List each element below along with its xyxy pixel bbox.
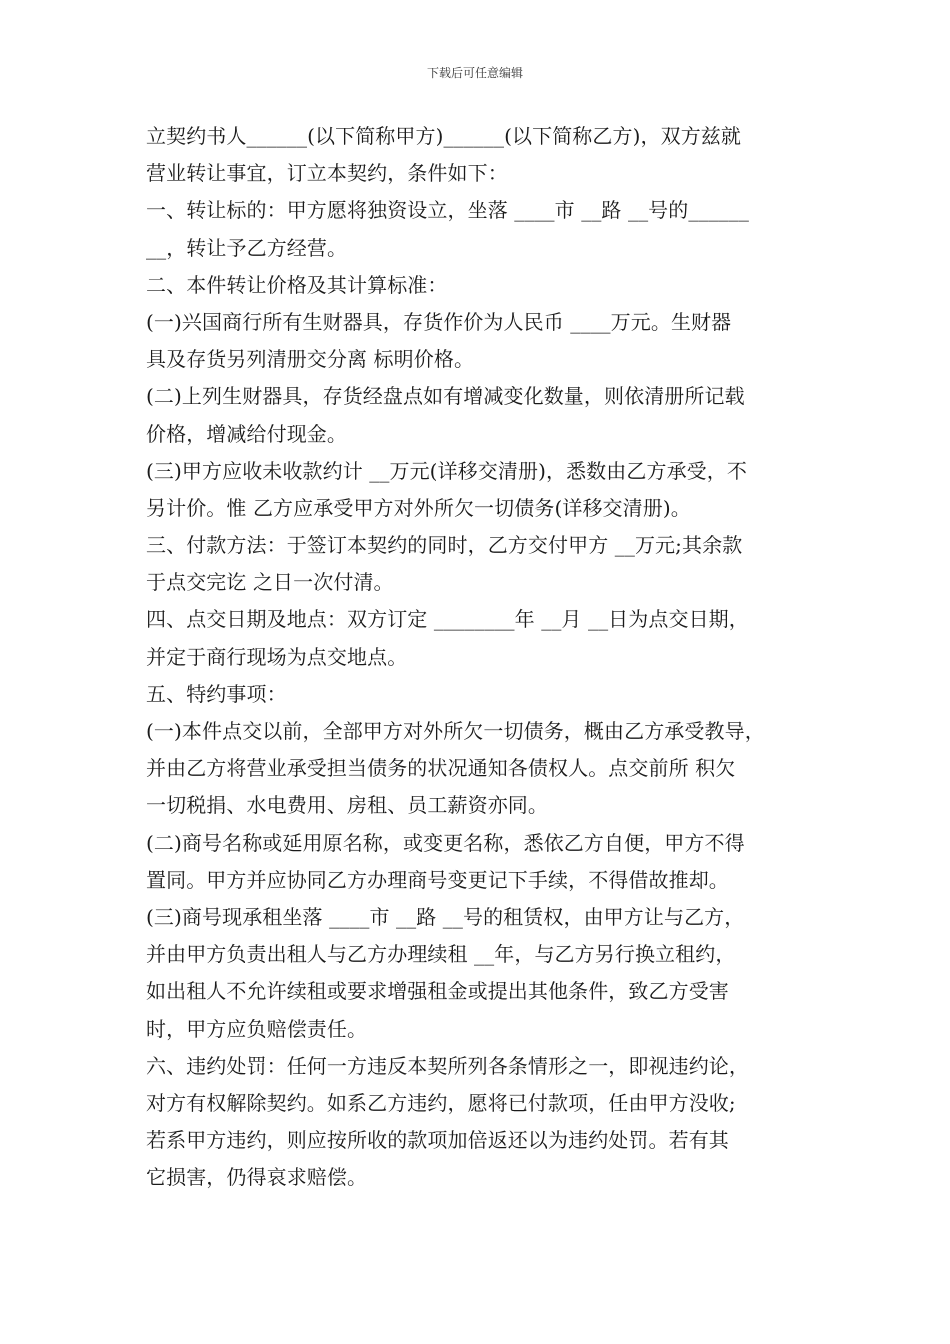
text-line: 营业转让事宜，订立本契约，条件如下： <box>146 161 508 186</box>
page-header: 下载后可任意编辑 <box>426 66 523 80</box>
text-line: 于点交完讫 之日一次付清。 <box>146 570 394 595</box>
text-line: 价格，增减给付现金。 <box>146 421 347 446</box>
text-line: 另计价。惟 乙方应承受甲方对外所欠一切债务(详移交清册)。 <box>146 495 691 520</box>
text-line: 如出租人不允许续租或要求增强租金或提出其他条件，致乙方受害 <box>146 979 729 1004</box>
text-line: 四、点交日期及地点：双方订定 ________年 __月 __日为点交日期， <box>146 607 749 632</box>
text-line: 置同。甲方并应协同乙方办理商号变更记下手续，不得借故推却。 <box>146 867 729 892</box>
text-line: 它损害，仍得哀求赔偿。 <box>146 1165 368 1190</box>
text-line: 一、转让标的：甲方愿将独资设立，坐落 ____市 __路 __号的______ <box>146 198 749 223</box>
text-line: (三)甲方应收未收款约计 __万元(详移交清册)，悉数由乙方承受，不 <box>146 458 747 483</box>
text-line: 对方有权解除契约。如系乙方违约，愿将已付款项，任由甲方没收; <box>146 1090 736 1115</box>
text-line: 五、特约事项： <box>146 681 287 706</box>
text-line: 三、付款方法：于签订本契约的同时，乙方交付甲方 __万元;其余款 <box>146 533 743 558</box>
text-line: 若系甲方违约，则应按所收的款项加倍返还以为违约处罚。若有其 <box>146 1128 729 1153</box>
text-line: 并由乙方将营业承受担当债务的状况通知各债权人。点交前所 积欠 <box>146 756 736 781</box>
text-line: 六、违约处罚：任何一方违反本契所列各条情形之一，即视违约论， <box>146 1053 749 1078</box>
text-line: (三)商号现承租坐落 ____市 __路 __号的租赁权，由甲方让与乙方， <box>146 904 745 929</box>
text-line: 并定于商行现场为点交地点。 <box>146 644 408 669</box>
text-line: (二)上列生财器具，存货经盘点如有增减变化数量，则依清册所记载 <box>146 384 745 409</box>
text-line: 二、本件转让价格及其计算标准： <box>146 272 448 297</box>
text-line: 并由甲方负责出租人与乙方办理续租 __年，与乙方另行换立租约， <box>146 942 736 967</box>
text-line: 时，甲方应负赔偿责任。 <box>146 1016 368 1041</box>
text-line: (一)本件点交以前，全部甲方对外所欠一切债务，概由乙方承受教导， <box>146 719 765 743</box>
text-line: (二)商号名称或延用原名称，或变更名称，悉依乙方自便，甲方不得 <box>146 830 745 855</box>
text-line: 立契约书人______(以下简称甲方)______(以下简称乙方)，双方兹就 <box>146 124 742 148</box>
text-line: (一)兴国商行所有生财器具，存货作价为人民币 ____万元。生财器 <box>146 309 732 334</box>
text-line: __，转让予乙方经营。 <box>146 235 348 260</box>
text-line: 一切税捐、水电费用、房租、员工薪资亦同。 <box>146 793 548 818</box>
contract-body <box>146 118 816 1196</box>
text-line: 具及存货另列清册交分离 标明价格。 <box>146 347 475 372</box>
